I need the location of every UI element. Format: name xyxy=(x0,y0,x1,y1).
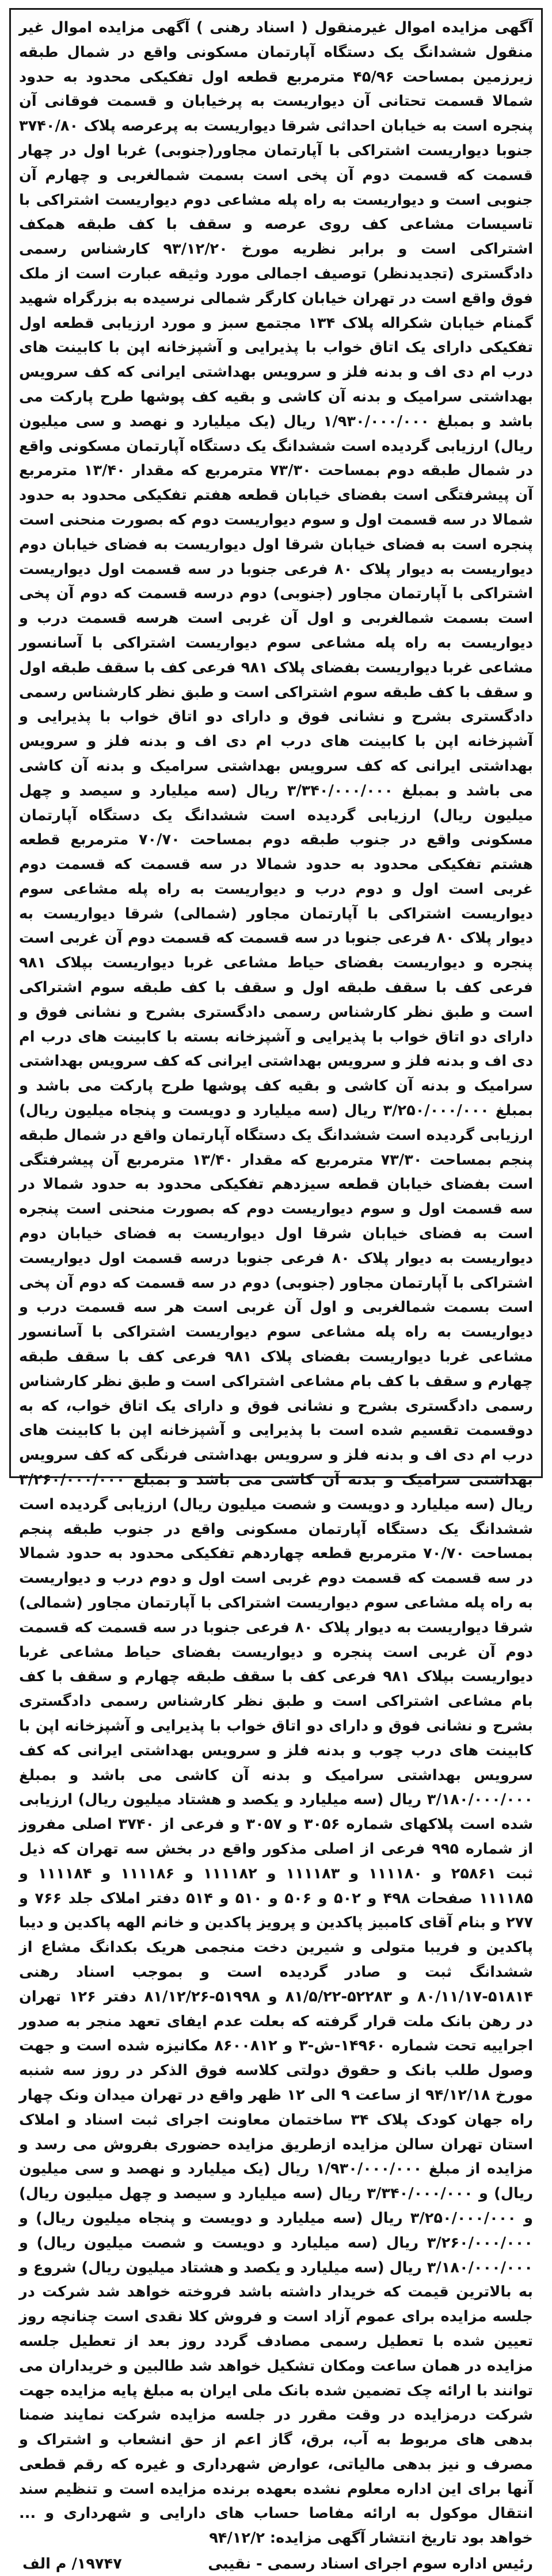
auction-notice xyxy=(9,8,543,2573)
notice-body: آگهی مزایده اموال غیرمنقول ( اسناد رهنی ) آگهی مزایده اموال غیر منقول ششدانگ یک دستگاه آپارتمان مسکونی واقع در شمال طبقه زیرزمین بمساحت ۴۵/۹۶ مترمربع قطعه اول تفکیکی محدود به حدود شمالا قسمت تحتانی آن دیواریست به پرخیابان و قسمت فوقانی آن پنجره است به خیابان احداثی شرقا دیواریست به پرعرصه پلاک ۳۷۴۰/۸۰ جنوبا دیواریست اشتراکی با آپارتمان مجاور(جنوبی) غربا اول در چهار قسمت که قسمت دوم آن پخی است بسمت شمالغربی و چهارم آن جنوبی است و دیواریست به راه پله مشاعی دوم دیواریست اشتراکی با تاسیسات مشاعی کف روی عرصه و سقف با کف طبقه همکف اشتراکی است و برابر نظریه مورخ ۹۳/۱۲/۲۰ کارشناس رسمی دادگستری (تجدیدنظر) توصیف اجمالی مورد وثیقه عبارت است از ملک فوق واقع است در تهران خیابان کارگر شمالی نرسیده به بزرگراه شهید گمنام خیابان شکراله پلاک ۱۳۴ مجتمع سبز و مورد ارزیابی قطعه اول تفکیکی دارای یک اتاق خواب با پذیرایی و آشپزخانه اپن با کابینت های درب ام دی اف و بدنه فلز و سرویس بهداشتی ایرانی که کف سرویس بهداشتی سرامیک و بدنه آن کاشی و بقیه کف پوشها طرح پارکت می باشد و بمبلغ ۱/۹۳۰/۰۰۰/۰۰۰ ریال (یک میلیارد و نهصد و سی میلیون ریال) ارزیابی گردیده است ششدانگ یک دستگاه آپارتمان مسکونی واقع در شمال طبقه دوم بمساحت ۷۳/۳۰ مترمربع که مقدار ۱۳/۴۰ مترمربع آن پیشرفتگی است بفضای خیابان قطعه هفتم تفکیکی محدود به حدود شمالا در سه قسمت اول و سوم دیواریست دوم که بصورت منحنی است پنجره است به فضای خیابان شرقا اول دیواریست به فضای خیابان دوم دیواریست به دیوار پلاک ۸۰ فرعی جنوبا در سه قسمت اول دیواریست اشتراکی با آپارتمان مجاور (جنوبی) دوم درسه قسمت که دوم آن پخی است بسمت شمالغربی و اول آن غربی است هرسه قسمت درب و دیواریست به راه پله مشاعی سوم دیواریست اشتراکی با آسانسور مشاعی غربا دیواریست بفضای پلاک ۹۸۱ فرعی کف با سقف طبقه اول و سقف با کف طبقه سوم اشتراکی است و طبق نظر کارشناس رسمی دادگستری بشرح و نشانی فوق و دارای دو اتاق خواب با پذیرایی و آشپزخانه اپن با کابینت های درب ام دی اف و بدنه فلز و سرویس بهداشتی ایرانی که کف سرویس بهداشتی سرامیک و بدنه آن کاشی می باشد و بمبلغ ۳/۳۴۰/۰۰۰/۰۰۰ ریال (سه میلیارد و سیصد و چهل میلیون ریال) ارزیابی گردیده است ششدانگ یک دستگاه آپارتمان مسکونی واقع در جنوب طبقه دوم بمساحت ۷۰/۷۰ مترمربع قطعه هشتم تفکیکی محدود به حدود شمالا در سه قسمت که قسمت دوم غربی است اول و دوم درب و دیواریست به راه پله مشاعی سوم دیواریست اشتراکی با آپارتمان مجاور (شمالی) شرقا دیواریست به دیوار پلاک ۸۰ فرعی جنوبا در سه قسمت که قسمت دوم آن غربی است پنجره و دیواریست بفضای حیاط مشاعی غربا دیواریست بپلاک ۹۸۱ فرعی کف با سقف طبقه اول و سقف با کف طبقه سوم اشتراکی است و طبق نظر کارشناس رسمی دادگستری بشرح و نشانی فوق و دارای دو اتاق خواب با پذیرایی و آشپزخانه بسته با کابینت های درب ام دی اف و بدنه فلز و سرویس بهداشتی ایرانی که کف سرویس بهداشتی سرامیک و بدنه آن کاشی و بقیه کف پوشها طرح پارکت می باشد و بمبلغ ۳/۲۵۰/۰۰۰/۰۰۰ ریال (سه میلیارد و دویست و پنجاه میلیون ریال) ارزیابی گردیده است ششدانگ یک دستگاه آپارتمان واقع در شمال طبقه پنجم بمساحت ۷۳/۳۰ مترمربع که مقدار ۱۳/۴۰ مترمربع آن پیشرفتگی است بفضای خیابان قطعه سیزدهم تفکیکی محدود به حدود شمالا در سه قسمت اول و سوم دیواریست دوم که بصورت منحنی است پنجره است به فضای خیابان شرقا اول دیواریست به فضای خیابان دوم دیواریست به دیوار پلاک ۸۰ فرعی جنوبا درسه قسمت اول دیواریست اشتراکی با آپارتمان مجاور (جنوبی) دوم در سه قسمت که دوم آن پخی است بسمت شمالغربی و اول آن غربی است هر سه قسمت درب و دیواریست به راه پله مشاعی سوم دیواریست اشتراکی با آسانسور مشاعی غربا دیواریست بفضای پلاک ۹۸۱ فرعی کف با سقف طبقه چهارم و سقف با کف بام مشاعی اشتراکی است و طبق نظر کارشناس رسمی دادگستری بشرح و نشانی فوق و دارای یک اتاق خواب، که به دوقسمت تقسیم شده است با پذیرایی و آشپزخانه اپن با کابینت های درب ام دی اف و بدنه فلز و سرویس بهداشتی فرنگی که کف سرویس بهداشتی سرامیک و بدنه آن کاشی می باشد و بمبلغ ۳/۲۶۰/۰۰۰/۰۰۰ ریال (سه میلیارد و دویست و شصت میلیون ریال) ارزیابی گردیده است ششدانگ یک دستگاه آپارتمان مسکونی واقع در جنوب طبقه پنجم بمساحت ۷۰/۷۰ مترمربع قطعه چهاردهم تفکیکی محدود به حدود شمالا در سه قسمت که قسمت دوم غربی است اول و دوم درب و دیواریست به راه پله مشاعی سوم دیواریست اشتراکی با آپارتمان مجاور (شمالی) شرقا دیواریست به دیوار پلاک ۸۰ فرعی جنوبا در سه قسمت که قسمت دوم آن غربی است پنجره و دیواریست بفضای حیاط مشاعی غربا دیواریست بپلاک ۹۸۱ فرعی کف با سقف طبقه چهارم و سقف با کف بام مشاعی اشتراکی است و طبق نظر کارشناس رسمی دادگستری بشرح و نشانی فوق و دارای دو اتاق خواب با پذیرایی و آشپزخانه اپن با کابینت های درب چوب و بدنه فلز و سرویس بهداشتی ایرانی که کف سرویس بهداشتی سرامیک و بدنه آن کاشی می باشد و بمبلغ ۳/۱۸۰/۰۰۰/۰۰۰ ریال (سه میلیارد و یکصد و هشتاد میلیون ریال) ارزیابی شده است پلاکهای شماره ۳۰۵۶ و ۳۰۵۷ و فرعی از ۳۷۴۰ اصلی مفروز از شماره ۹۹۵ فرعی از اصلی مذکور واقع در بخش سه تهران که ذیل ثبت ۲۵۸۶۱ و ۱۱۱۱۸۰ و ۱۱۱۱۸۳ و ۱۱۱۱۸۲ و ۱۱۱۱۸۶ و ۱۱۱۱۸۴ و ۱۱۱۱۸۵ صفحات ۴۹۸ و ۵۰۲ و ۵۰۶ و ۵۱۰ و ۵۱۴ دفتر املاک جلد ۷۶۶ و ۲۷۷ و بنام آقای کامبیز پاکدین و پرویز پاکدین و خانم الهه پاکدین و دیبا پاکدین و فریبا متولی و شیرین دخت منجمی هریک بکدانگ مشاع از ششدانگ ثبت و صادر گردیده است و بموجب اسناد رهنی ۵۱۸۱۴-۸۰/۱۱/۱۷ و ۵۲۲۸۳-۸۱/۵/۲۲ و ۵۱۹۹۸-۸۱/۱۲/۲۶ دفتر ۱۲۶ تهران در رهن بانک ملت قرار گرفته که بعلت عدم ایفای تعهد منجر به صدور اجراییه تحت شماره ۱۴۹۶۰-ش-۳ و ۸۶۰۰۸۱۲ مکانیزه شده است و جهت وصول طلب بانک و حقوق دولتی کلاسه فوق الذکر در روز سه شنبه مورخ ۹۴/۱۲/۱۸ از ساعت ۹ الی ۱۲ ظهر واقع در تهران میدان ونک چهار راه جهان کودک پلاک ۳۴ ساختمان معاونت اجرای ثبت اسناد و املاک استان تهران سالن مزایده ازطریق مزایده حضوری بفروش می رسد و مزایده از مبلغ ۱/۹۳۰/۰۰۰/۰۰۰ ریال (یک میلیارد و نهصد و سی میلیون ریال) و ۳/۳۴۰/۰۰۰/۰۰۰ ریال (سه میلیارد و سیصد و چهل میلیون ریال) و ۳/۲۵۰/۰۰۰/۰۰۰ ریال (سه میلیارد و دویست و پنجاه میلیون ریال) و ۳/۲۶۰/۰۰۰/۰۰۰ ریال (سه میلیارد و دویست و شصت میلیون ریال) و ۳/۱۸۰/۰۰۰/۰۰۰ ریال (سه میلیارد و یکصد و هشتاد میلیون ریال) شروع و به بالاترین قیمت که خریدار داشته باشد فروخته خواهد شد شرکت در جلسه مزایده برای عموم آزاد است و فروش کلا نقدی است چنانچه روز تعیین شده با تعطیل رسمی مصادف گردد روز بعد از تعطیل جلسه مزایده در همان ساعت ومکان تشکیل خواهد شد طالبین و خریداران می توانند با ارائه چک تضمین شده بانک ملی ایران به مبلغ پایه مزایده جهت شرکت درمزایده در وقت مقرر در جلسه مزایده شرکت نمایند ضمنا بدهی های مربوط به آب، برق، گاز اعم از حق انشعاب و اشتراک و مصرف و نیز بدهی مالیاتی، عوارض شهرداری و غیره که رقم قطعی آنها برای این اداره معلوم نشده بعهده برنده مزایده است و تنظیم سند انتقال موکول به ارائه مفاصا حساب های دارایی و شهرداری و ... خواهد بود تاریخ انتشار آگهی مزایده: ۹۴/۱۲/۲ xyxy=(19,19,534,2547)
notice-signature-row xyxy=(19,2552,533,2576)
notice-code: ۱۹۷۴۷/ م الف xyxy=(22,2555,122,2573)
signature-title: رئیس اداره سوم اجرای اسناد رسمی - نقیبی xyxy=(208,2555,533,2573)
